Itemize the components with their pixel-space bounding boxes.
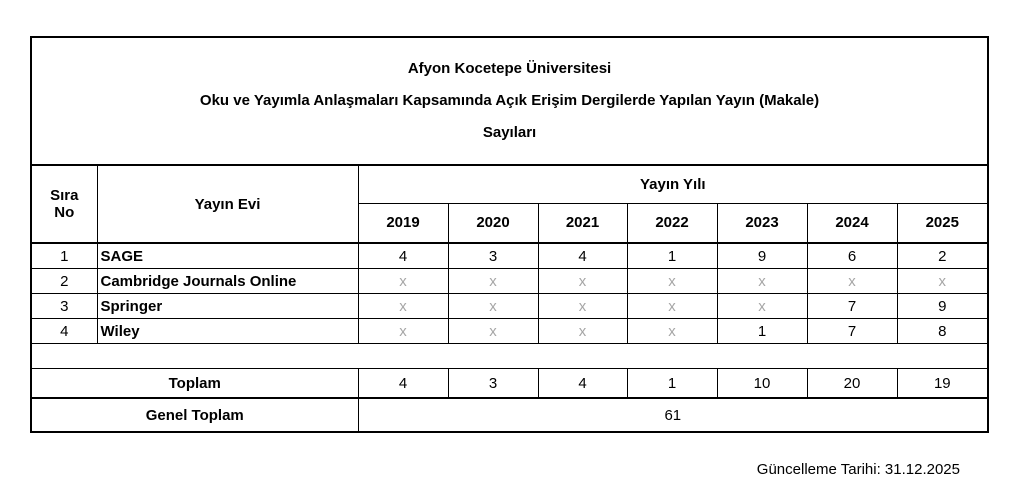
table-row	[31, 269, 988, 294]
count-cell: 1	[717, 319, 807, 344]
year-header: 2023	[717, 203, 807, 243]
yayin-yili-header: Yayın Yılı	[358, 165, 988, 203]
count-cell: 9	[717, 243, 807, 269]
count-cell: x	[448, 269, 538, 294]
table-row	[31, 243, 988, 269]
title-line-3: Sayıları	[482, 124, 537, 141]
sira-no-header: Sıra No	[31, 165, 97, 243]
table-row	[31, 294, 988, 319]
count-cell: 1	[627, 243, 717, 269]
total-cell: 19	[897, 369, 988, 399]
count-cell: 9	[897, 294, 988, 319]
year-header: 2024	[807, 203, 897, 243]
count-cell: x	[627, 294, 717, 319]
count-cell: x	[538, 319, 627, 344]
total-cell: 20	[807, 369, 897, 399]
grand-total-row	[31, 398, 988, 432]
table-title	[31, 37, 988, 165]
count-cell: x	[358, 294, 448, 319]
publisher-name: SAGE	[97, 243, 358, 269]
count-cell: x	[538, 269, 627, 294]
row-number: 1	[31, 243, 97, 269]
count-cell: x	[897, 269, 988, 294]
grand-total-label: Genel Toplam	[31, 398, 358, 432]
title-line-1: Afyon Kocetepe Üniversitesi	[407, 60, 612, 77]
year-header: 2019	[358, 203, 448, 243]
total-cell: 3	[448, 369, 538, 399]
spacer-row	[31, 344, 988, 369]
update-date: Güncelleme Tarihi: 31.12.2025	[756, 461, 960, 478]
row-number: 2	[31, 269, 97, 294]
publisher-name: Wiley	[97, 319, 358, 344]
count-cell: x	[358, 319, 448, 344]
table-row	[31, 319, 988, 344]
count-cell: 8	[897, 319, 988, 344]
total-cell: 10	[717, 369, 807, 399]
count-cell: 4	[538, 243, 627, 269]
count-cell: x	[448, 319, 538, 344]
year-header: 2020	[448, 203, 538, 243]
count-cell: x	[807, 269, 897, 294]
count-cell: 7	[807, 294, 897, 319]
count-cell: 2	[897, 243, 988, 269]
count-cell: x	[717, 269, 807, 294]
publication-table	[30, 36, 989, 433]
total-label: Toplam	[31, 369, 358, 399]
title-line-2: Oku ve Yayımla Anlaşmaları Kapsamında Açık Erişim Dergilerde Yapılan Yayın (Makale)	[199, 92, 820, 109]
row-number: 4	[31, 319, 97, 344]
count-cell: x	[538, 294, 627, 319]
count-cell: 6	[807, 243, 897, 269]
year-header: 2025	[897, 203, 988, 243]
total-cell: 1	[627, 369, 717, 399]
publisher-name: Cambridge Journals Online	[97, 269, 358, 294]
count-cell: x	[627, 269, 717, 294]
total-row	[31, 369, 988, 399]
count-cell: 7	[807, 319, 897, 344]
publisher-name: Springer	[97, 294, 358, 319]
total-cell: 4	[358, 369, 448, 399]
grand-total-value: 61	[358, 398, 988, 432]
count-cell: x	[717, 294, 807, 319]
total-cell: 4	[538, 369, 627, 399]
count-cell: x	[627, 319, 717, 344]
row-number: 3	[31, 294, 97, 319]
year-header: 2022	[627, 203, 717, 243]
count-cell: x	[358, 269, 448, 294]
yayin-evi-header: Yayın Evi	[97, 165, 358, 243]
year-header: 2021	[538, 203, 627, 243]
count-cell: 3	[448, 243, 538, 269]
count-cell: x	[448, 294, 538, 319]
count-cell: 4	[358, 243, 448, 269]
